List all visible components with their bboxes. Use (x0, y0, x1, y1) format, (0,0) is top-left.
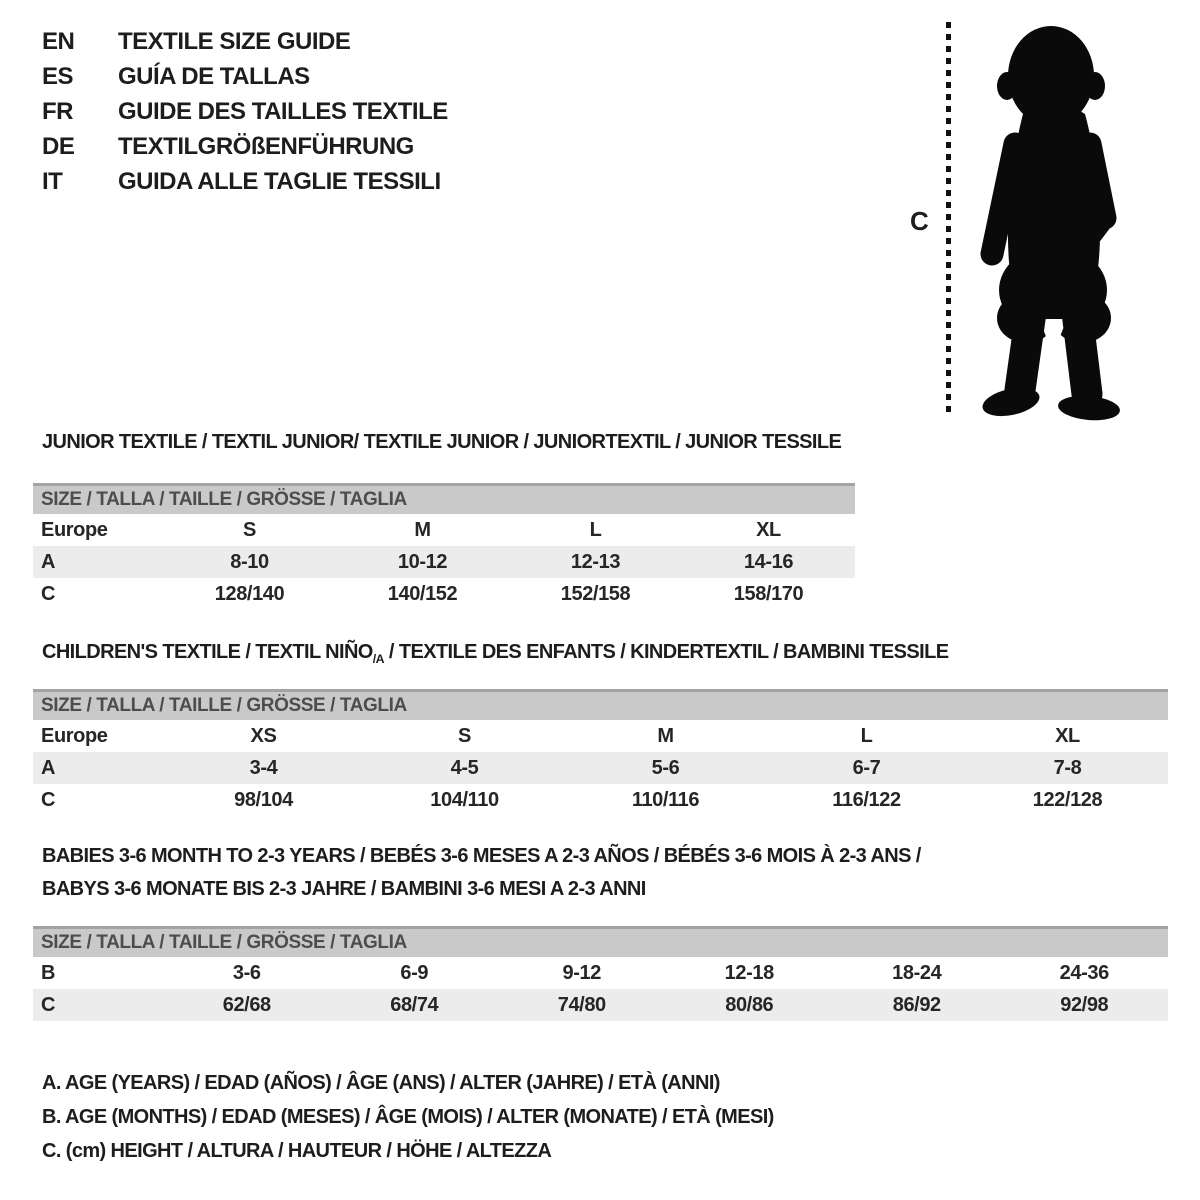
legend-age-years: A. AGE (YEARS) / EDAD (AÑOS) / ÂGE (ANS) / ALTER (JAHRE) / ETÀ (ANNI) (42, 1071, 720, 1094)
table-cell: 4-5 (450, 756, 479, 779)
junior-size-table (33, 483, 855, 610)
junior-section-title: JUNIOR TEXTILE / TEXTIL JUNIOR/ TEXTILE JUNIOR / JUNIORTEXTIL / JUNIOR TESSILE (42, 431, 842, 453)
children-section-title (42, 641, 948, 666)
table-row-age-months (33, 957, 1168, 989)
babies-section-title-line2: BABYS 3-6 MONATE BIS 2-3 JAHRE / BAMBINI 3-6 MESI A 2-3 ANNI (42, 878, 646, 900)
lang-code: ES (42, 62, 74, 90)
size-header-bar: SIZE / TALLA / TAILLE / GRÖSSE / TAGLIA (33, 926, 1168, 957)
table-cell: 110/116 (631, 788, 700, 811)
table-cell: 140/152 (387, 582, 458, 605)
table-cell: 5-6 (651, 756, 680, 779)
table-cell: 24-36 (1059, 961, 1109, 984)
table-cell: 18-24 (892, 961, 942, 984)
guide-title-en: TEXTILE SIZE GUIDE (118, 27, 351, 55)
row-label: C (41, 788, 56, 811)
table-cell: 3-6 (232, 961, 261, 984)
table-cell: 8-10 (230, 550, 269, 573)
table-cell: 12-18 (724, 961, 774, 984)
table-row-age (33, 546, 855, 578)
table-row-height (33, 989, 1168, 1021)
size-column-header: XL (1055, 724, 1080, 747)
table-header-row (33, 720, 1168, 752)
table-cell: 128/140 (214, 582, 285, 605)
table-row-age (33, 752, 1168, 784)
children-title-subscript: /A (372, 652, 384, 666)
row-label: C (41, 993, 56, 1016)
size-column-header: M (657, 724, 674, 747)
measure-legend (42, 1066, 774, 1168)
babies-size-table (33, 926, 1168, 1021)
table-cell: 10-12 (397, 550, 448, 573)
table-cell: 3-4 (249, 756, 278, 779)
lang-row-es (42, 59, 448, 94)
table-cell: 6-9 (400, 961, 429, 984)
size-column-header: L (860, 724, 873, 747)
children-title-main: CHILDREN'S TEXTILE / TEXTIL NIÑO (42, 641, 373, 663)
table-cell: 9-12 (562, 961, 601, 984)
language-title-list (42, 24, 448, 199)
region-label: Europe (41, 724, 108, 747)
lang-code: EN (42, 27, 75, 55)
row-label: B (41, 961, 56, 984)
lang-row-de (42, 129, 448, 164)
guide-title-de: TEXTILGRÖßENFÜHRUNG (118, 132, 414, 160)
babies-section-title-line1: BABIES 3-6 MONTH TO 2-3 YEARS / BEBÉS 3-6 MESES A 2-3 AÑOS / BÉBÉS 3-6 MOIS À 2-3 ANS / (42, 845, 921, 867)
size-header-bar: SIZE / TALLA / TAILLE / GRÖSSE / TAGLIA (33, 689, 1168, 720)
lang-row-en (42, 24, 448, 59)
size-column-header: XL (756, 518, 781, 541)
height-measure-label: C (910, 206, 929, 236)
region-label: Europe (41, 518, 108, 541)
table-cell: 116/122 (832, 788, 901, 811)
table-cell: 80/86 (725, 993, 774, 1016)
table-header-row (33, 514, 855, 546)
size-header-bar: SIZE / TALLA / TAILLE / GRÖSSE / TAGLIA (33, 483, 855, 514)
table-cell: 68/74 (390, 993, 439, 1016)
table-cell: 6-7 (852, 756, 881, 779)
height-measure-dashed-line (946, 22, 951, 416)
lang-code: FR (42, 97, 73, 125)
table-cell: 152/158 (560, 582, 631, 605)
table-row-height (33, 784, 1168, 816)
lang-row-it (42, 164, 448, 199)
lang-code: IT (42, 167, 63, 195)
table-cell: 86/92 (892, 993, 941, 1016)
guide-title-es: GUÍA DE TALLAS (118, 62, 310, 90)
size-column-header: S (458, 724, 471, 747)
table-cell: 98/104 (234, 788, 293, 811)
table-cell: 12-13 (570, 550, 621, 573)
guide-title-fr: GUIDE DES TAILLES TEXTILE (118, 97, 448, 125)
row-label: A (41, 550, 56, 573)
table-cell: 158/170 (733, 582, 804, 605)
legend-age-months: B. AGE (MONTHS) / EDAD (MESES) / ÂGE (MOIS) / ALTER (MONATE) / ETÀ (MESI) (42, 1105, 774, 1128)
guide-title-it: GUIDA ALLE TAGLIE TESSILI (118, 167, 441, 195)
lang-row-fr (42, 94, 448, 129)
children-size-table (33, 689, 1168, 816)
lang-code: DE (42, 132, 75, 160)
size-column-header: M (414, 518, 431, 541)
table-cell: 62/68 (222, 993, 271, 1016)
row-label: C (41, 582, 56, 605)
size-column-header: L (589, 518, 602, 541)
size-column-header: XS (250, 724, 277, 747)
table-cell: 104/110 (430, 788, 499, 811)
table-cell: 122/128 (1032, 788, 1103, 811)
size-column-header: S (243, 518, 256, 541)
table-cell: 14-16 (743, 550, 794, 573)
legend-height-cm: C. (cm) HEIGHT / ALTURA / HAUTEUR / HÖHE / ALTEZZA (42, 1139, 552, 1162)
children-title-rest: / TEXTILE DES ENFANTS / KINDERTEXTIL / BAMBINI TESSILE (383, 641, 949, 663)
table-cell: 7-8 (1053, 756, 1082, 779)
row-label: A (41, 756, 56, 779)
table-cell: 92/98 (1060, 993, 1109, 1016)
toddler-silhouette-icon (962, 22, 1144, 422)
table-cell: 74/80 (557, 993, 606, 1016)
table-row-height (33, 578, 855, 610)
